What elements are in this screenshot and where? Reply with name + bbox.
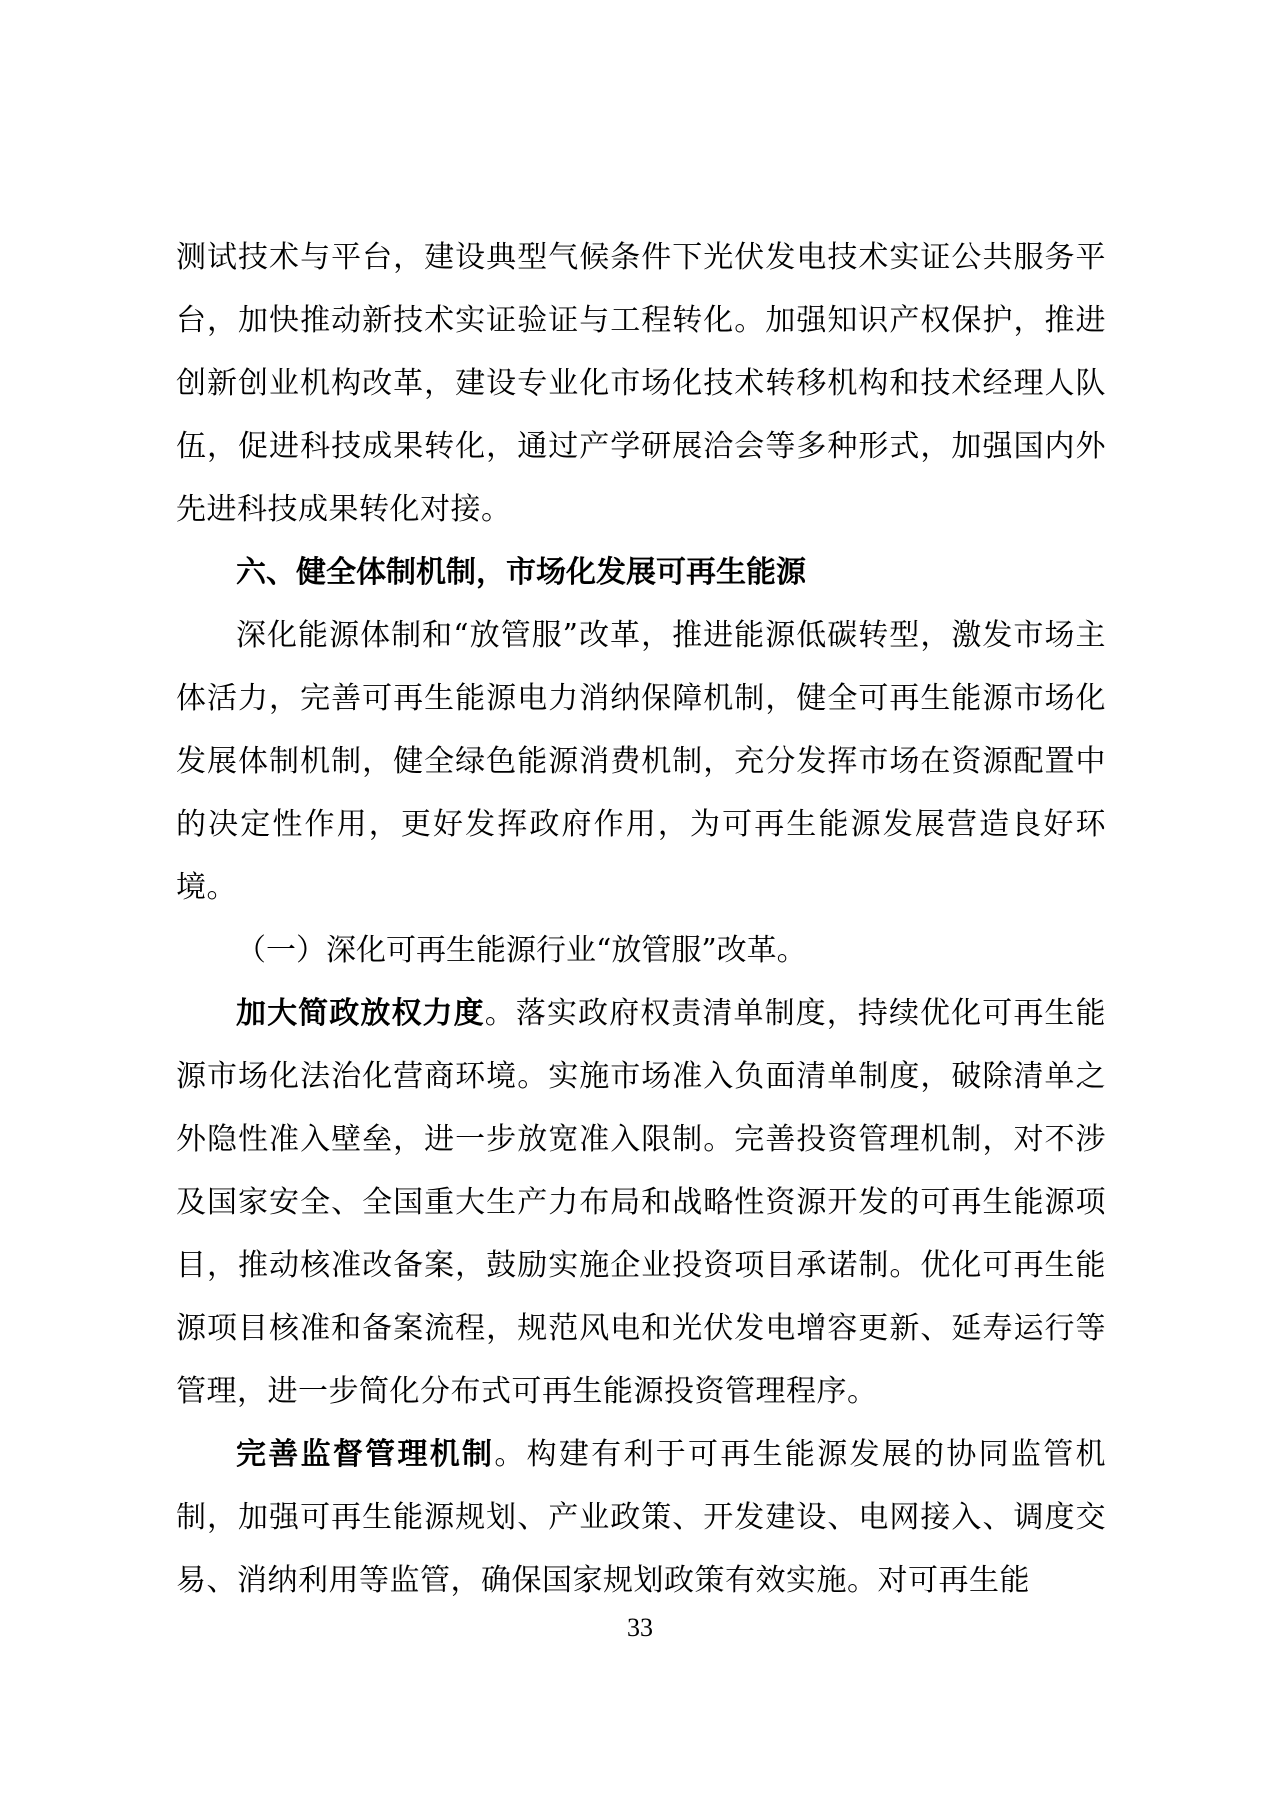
item-body-text: 。落实政府权责清单制度，持续优化可再生能源市场化法治化营商环境。实施市场准入负面清单制度，破除清单之外隐性准入壁垒，进一步放宽准入限制。完善投资管理机制，对不涉及国家安全、全国重大生产力布局和战略性资源开发的可再生能源项目，推动核准改备案，鼓励实施企业投资项目承诺制。优化可再生能源项目核准和备案流程，规范风电和光伏发电增容更新、延寿运行等管理，进一步简化分布式可再生能源投资管理程序。 [176,996,1107,1409]
subsection-heading: （一）深化可再生能源行业“放管服”改革。 [236,933,807,968]
item-simplify-administration [176,982,1106,1423]
item-lead-text: 加大简政放权力度 [236,996,485,1031]
section-intro-paragraph: 深化能源体制和“放管服”改革，推进能源低碳转型，激发市场主体活力，完善可再生能源电力消纳保障机制，健全可再生能源市场化发展体制机制，健全绿色能源消费机制，充分发挥市场在资源配置中的决定性作用，更好发挥政府作用，为可再生能源发展营造良好环境。 [176,618,1106,905]
item-supervision-mechanism [176,1423,1106,1612]
item-body-text: 。构建有利于可再生能源发展的协同监管机制，加强可再生能源规划、产业政策、开发建设、电网接入、调度交易、消纳利用等监管，确保国家规划政策有效实施。对可再生能 [176,1437,1107,1598]
item-lead-text: 完善监督管理机制 [236,1437,495,1472]
paragraph-continued: 测试技术与平台，建设典型气候条件下光伏发电技术实证公共服务平台，加快推动新技术实证验证与工程转化。加强知识产权保护，推进创新创业机构改革，建设专业化市场化技术转移机构和技术经理人队伍，促进科技成果转化，通过产学研展洽会等多种形式，加强国内外先进科技成果转化对接。 [176,240,1106,527]
section-heading: 六、健全体制机制，市场化发展可再生能源 [236,555,806,590]
page-number: 33 [627,1613,653,1642]
body-text [176,226,1106,1612]
